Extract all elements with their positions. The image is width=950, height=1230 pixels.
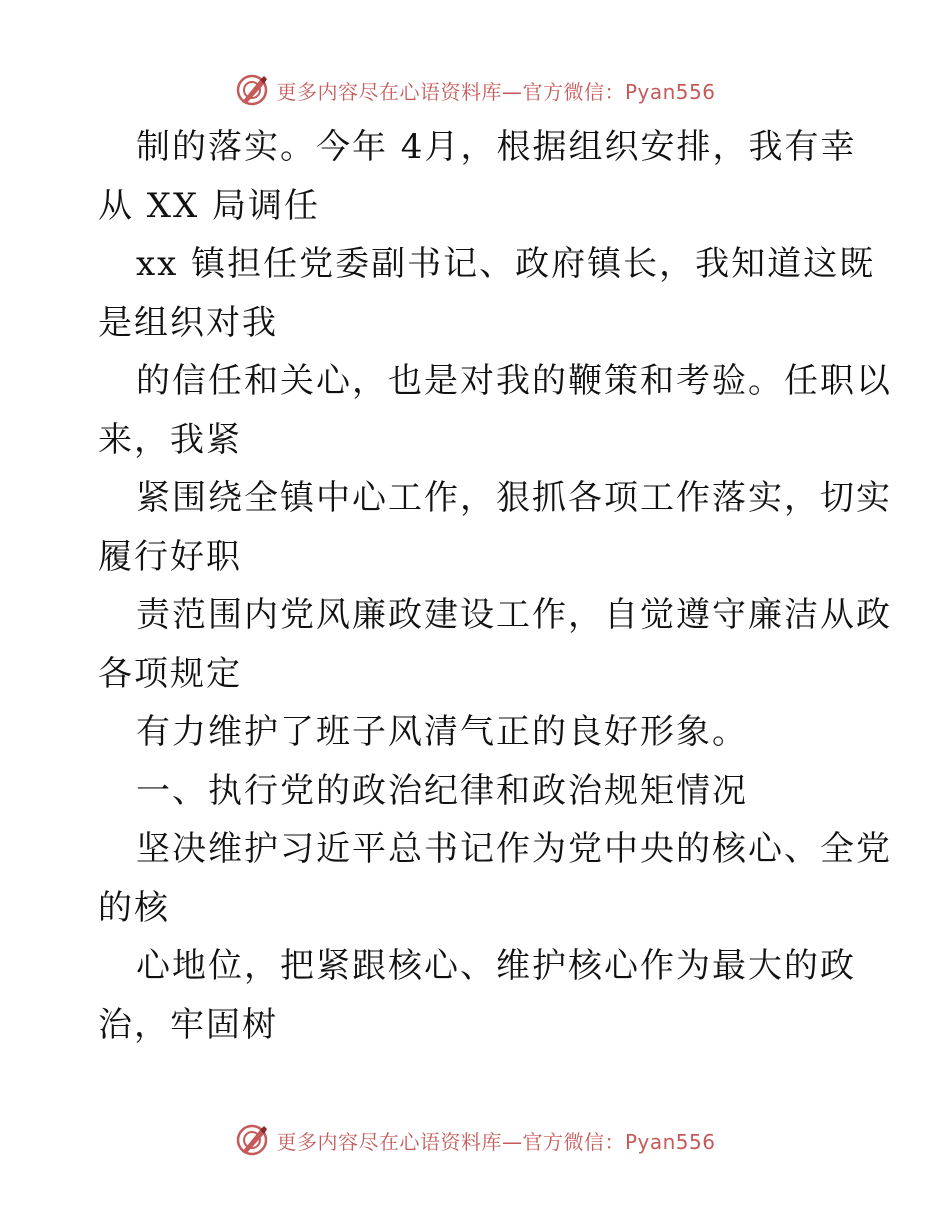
pen-logo-icon [234, 1122, 270, 1158]
body-line: 是组织对我 [98, 302, 278, 343]
body-line: 从 XX 局调任 [98, 185, 321, 226]
document-body [98, 118, 892, 1054]
body-line: 来，我紧 [98, 419, 242, 460]
body-line: 各项规定 [98, 653, 242, 694]
body-line: 责范围内党风廉政建设工作，自觉遵守廉洁从政 [136, 595, 892, 635]
body-line: 的核 [98, 887, 170, 928]
footer-banner-text: 更多内容尽在心语资料库—官方微信：Pyan556 [276, 1129, 716, 1154]
body-line: 紧围绕全镇中心工作，狠抓各项工作落实，切实 [136, 478, 892, 518]
body-line: 坚决维护习近平总书记作为党中央的核心、全党 [136, 829, 892, 869]
body-line: 心地位，把紧跟核心、维护核心作为最大的政 [136, 946, 856, 986]
header-banner [0, 72, 950, 108]
footer-banner [0, 1122, 950, 1158]
body-line: 制的落实。今年 4月，根据组织安排，我有幸 [136, 127, 857, 167]
section-heading: 一、执行党的政治纪律和政治规矩情况 [136, 770, 748, 811]
header-banner-text: 更多内容尽在心语资料库—官方微信：Pyan556 [276, 79, 716, 104]
body-line: 治，牢固树 [98, 1004, 278, 1045]
body-line: xx 镇担任党委副书记、政府镇长，我知道这既 [136, 244, 876, 284]
body-line: 有力维护了班子风清气正的良好形象。 [136, 712, 748, 752]
pen-logo-icon [234, 72, 270, 108]
body-line: 履行好职 [98, 536, 242, 577]
body-line: 的信任和关心，也是对我的鞭策和考验。任职以 [136, 361, 892, 401]
